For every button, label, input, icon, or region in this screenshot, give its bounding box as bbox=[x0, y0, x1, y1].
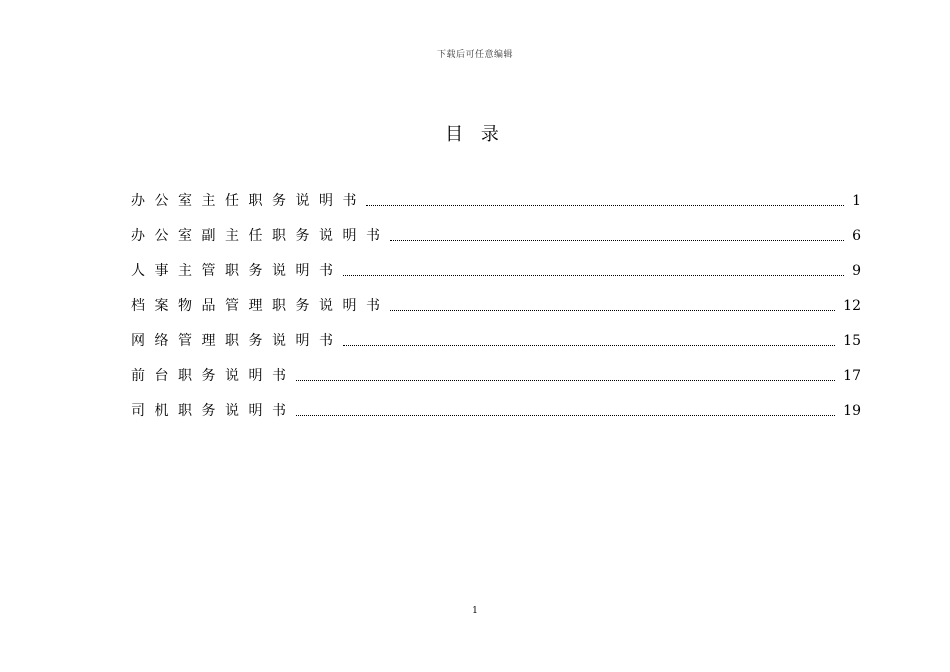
toc-entry-page: 17 bbox=[843, 368, 861, 384]
toc-entry-page: 6 bbox=[852, 228, 861, 244]
toc-entry[interactable] bbox=[131, 295, 861, 317]
toc-leader-dots bbox=[390, 239, 845, 241]
toc-entry-label: 网络管理职务说明书 bbox=[131, 333, 343, 349]
toc-entry-label: 司机职务说明书 bbox=[131, 403, 296, 419]
toc-title: 目 录 bbox=[445, 124, 505, 145]
toc-entry-page: 15 bbox=[843, 333, 861, 349]
toc-entry-page: 12 bbox=[843, 298, 861, 314]
table-of-contents bbox=[0, 190, 950, 435]
toc-entry-page: 19 bbox=[843, 403, 861, 419]
header-note: 下载后可任意编辑 bbox=[436, 50, 513, 60]
toc-leader-dots bbox=[343, 344, 836, 346]
toc-entry-page: 1 bbox=[852, 193, 861, 209]
toc-entry-label: 办公室副主任职务说明书 bbox=[131, 228, 390, 244]
toc-entry-label: 档案物品管理职务说明书 bbox=[131, 298, 390, 314]
toc-leader-dots bbox=[343, 274, 845, 276]
toc-entry[interactable] bbox=[131, 190, 861, 212]
toc-entry-label: 人事主管职务说明书 bbox=[131, 263, 343, 279]
toc-entry[interactable] bbox=[131, 365, 861, 387]
toc-entry-label: 办公室主任职务说明书 bbox=[131, 193, 366, 209]
page-number: 1 bbox=[472, 606, 478, 616]
toc-leader-dots bbox=[296, 379, 836, 381]
toc-leader-dots bbox=[296, 414, 836, 416]
toc-entry[interactable] bbox=[131, 260, 861, 282]
toc-entry-page: 9 bbox=[852, 263, 861, 279]
toc-leader-dots bbox=[366, 204, 844, 206]
toc-entry[interactable] bbox=[131, 330, 861, 352]
toc-entry[interactable] bbox=[131, 400, 861, 422]
toc-leader-dots bbox=[390, 309, 836, 311]
toc-entry-label: 前台职务说明书 bbox=[131, 368, 296, 384]
toc-entry[interactable] bbox=[131, 225, 861, 247]
